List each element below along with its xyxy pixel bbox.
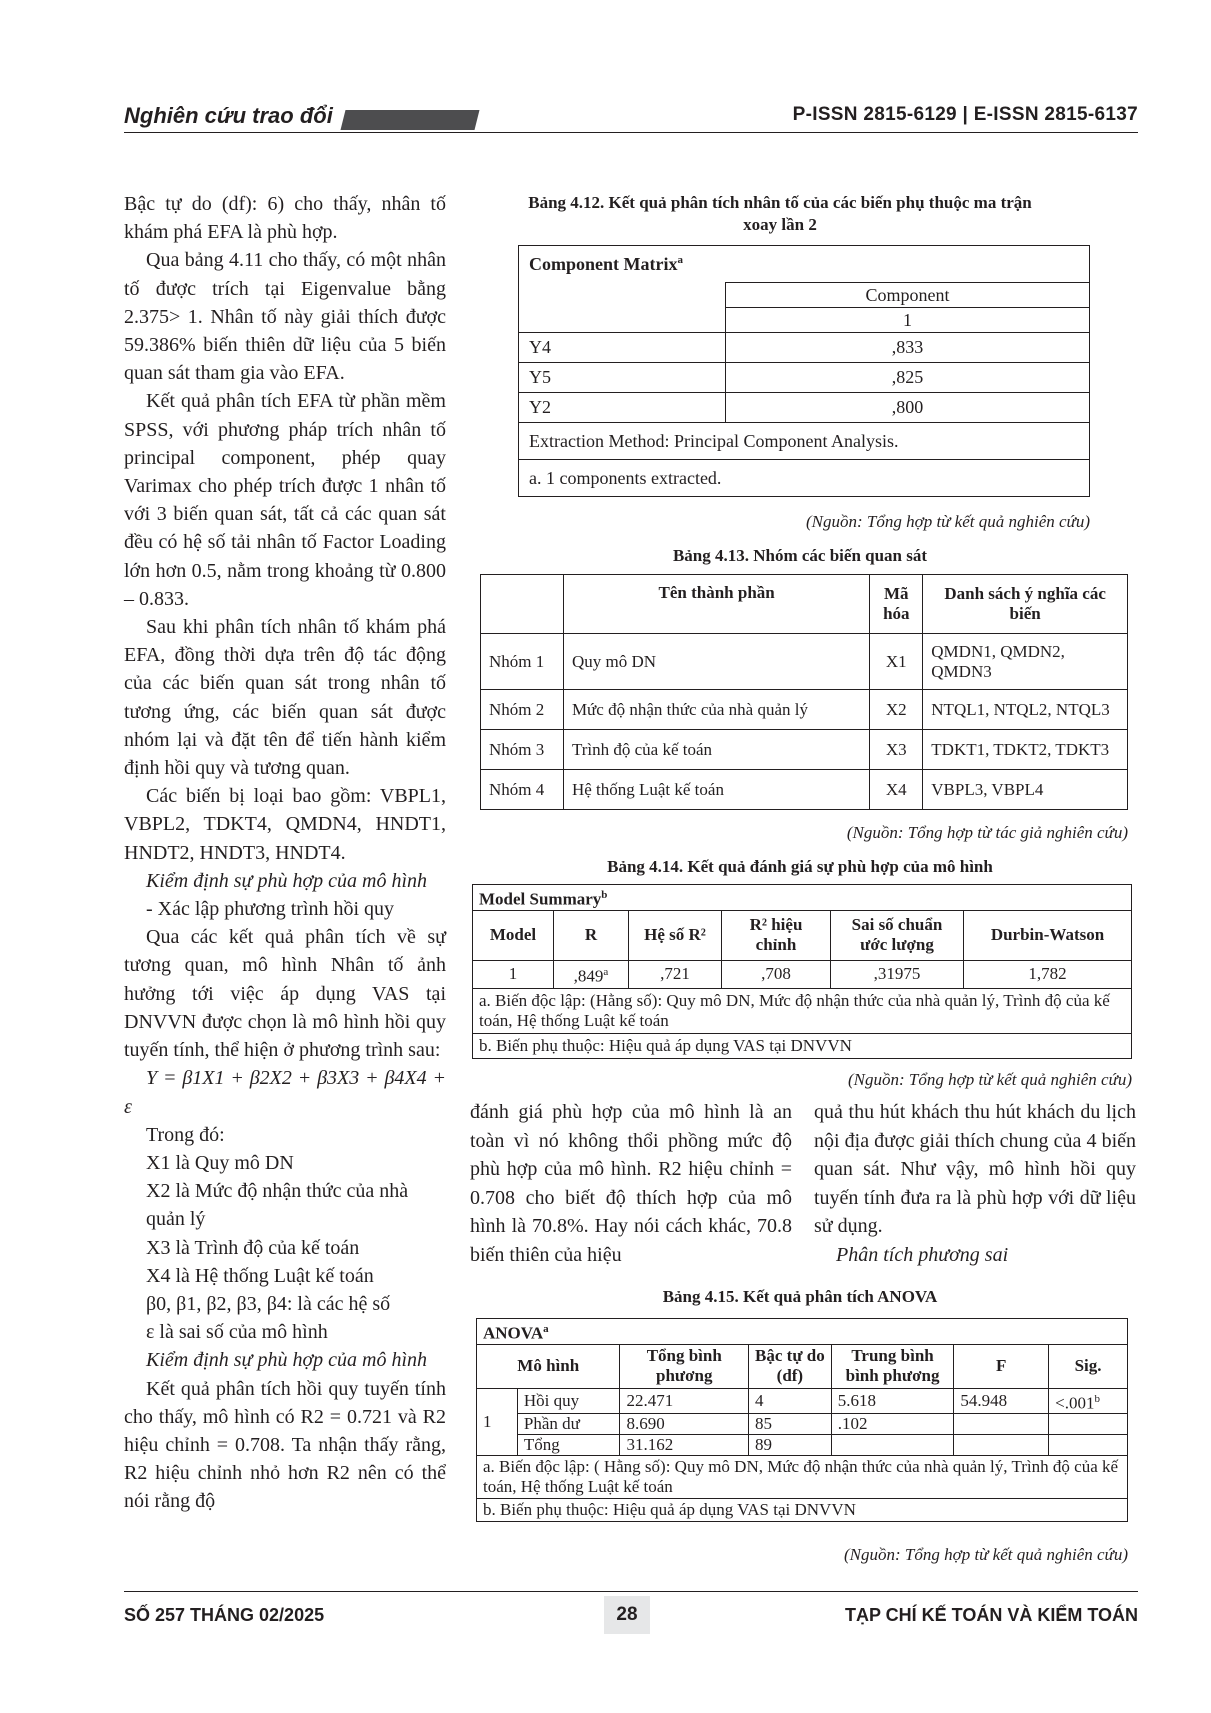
left-column bbox=[124, 190, 446, 1516]
journal-name: TẠP CHÍ KẾ TOÁN VÀ KIỂM TOÁN bbox=[844, 1605, 1138, 1625]
header-rule bbox=[124, 132, 1138, 133]
list-item: X2 là Mức độ nhận thức của nhà quản lý bbox=[146, 1180, 409, 1231]
paragraph: Kết quả phân tích EFA từ phần mềm SPSS, với phương pháp trích nhân tố principal component, phép quay Varimax cho phép trích được 1 nhân tố với 3 biến quan sát, tất cả các quan sát đều có hệ số tải nhân tố Factor Loading lớn hơn 0.5, nằm trong khoảng từ 0.800 – 0.833. bbox=[124, 390, 446, 610]
table-row: Nhóm 3 Trình độ của kế toán X3 TDKT1, TDKT2, TDKT3 bbox=[481, 730, 1128, 770]
table-row: Nhóm 1 Quy mô DN X1 QMDN1, QMDN2, QMDN3 bbox=[481, 634, 1128, 690]
table-row: Nhóm 2 Mức độ nhận thức của nhà quản lý X2 NTQL1, NTQL2, NTQL3 bbox=[481, 690, 1128, 730]
table-4-12 bbox=[518, 245, 1090, 497]
table-4-15: ANOVA$^a$ Mô hình Tổng bình phương Bậc tự do (df) Trung bình bình phương F Sig. 1 Hồi quy 22.471 4 5.618 54.948 <.001$^b$ Phần dư 8.690 85 .102 Tổng 31.162 89 a. Biến độc lập: ( Hằng số): Quy mô DN, Mức độ nhận thức của nhà quản lý, Trình độ của kế toán, Hệ thống Luật kế toán b. Biến phụ thuộc: Hiệu quả áp dụng VAS tại DNVVN bbox=[476, 1318, 1128, 1522]
table-title: Model Summary$^b$ bbox=[473, 885, 1132, 911]
mid-left-paragraph: đánh giá phù hợp của mô hình là an toàn vì nó không thổi phồng mức độ phù hợp của mô hình. R2 hiệu chỉnh = 0.708 cho biết độ thích hợp của mô hình là 70.8%. Hay nói cách khác, 70.8 biến thiên của hiệu bbox=[470, 1101, 792, 1266]
issn: P-ISSN 2815-6129 | E-ISSN 2815-6137 bbox=[792, 104, 1138, 125]
table-row: Nhóm 4 Hệ thống Luật kế toán X4 VBPL3, VBPL4 bbox=[481, 770, 1128, 810]
table-note: a. 1 components extracted. bbox=[519, 460, 1090, 497]
table-row: Y2 ,800 bbox=[519, 393, 1090, 423]
list-item: X1 là Quy mô DN bbox=[146, 1151, 294, 1174]
paragraph: Sau khi phân tích nhân tố khám phá EFA, đồng thời dựa trên độ tác động của các biến quan sát trong nhân tố tương ứng, các biến quan sát được nhóm lại và đặt tên để tiến hành kiểm định hồi quy và tương quan. bbox=[124, 616, 446, 780]
table-note: a. Biến độc lập: ( Hằng số): Quy mô DN, Mức độ nhận thức của nhà quản lý, Trình độ của kế toán, Hệ thống Luật kế toán bbox=[477, 1456, 1128, 1499]
table-title: Component Matrix$^a$ bbox=[519, 246, 1090, 283]
page-number: 28 bbox=[604, 1596, 650, 1634]
table-4-14-source: (Nguồn: Tổng hợp từ kết quả nghiên cứu) bbox=[848, 1070, 1132, 1089]
table-4-13-caption: Bảng 4.13. Nhóm các biến quan sát bbox=[672, 546, 928, 565]
paragraph: Các biến bị loại bao gồm: VBPL1, VBPL2, TDKT4, QMDN4, HNDT1, HNDT2, HNDT3, HNDT4. bbox=[124, 785, 446, 864]
mid-right-column bbox=[814, 1098, 1136, 1269]
table-4-15-source: (Nguồn: Tổng hợp từ kết quả nghiên cứu) bbox=[844, 1545, 1128, 1564]
table-note: Extraction Method: Principal Component Analysis. bbox=[519, 423, 1090, 460]
paragraph: Kết quả phân tích hồi quy tuyến tính cho thấy, mô hình có R2 = 0.721 và R2 hiệu chỉnh = 0.708. Ta nhận thấy rằng, R2 hiệu chỉnh nhỏ hơn R2 nên có thể nói rằng độ bbox=[124, 1377, 446, 1513]
subheading: Kiểm định sự phù hợp của mô hình bbox=[146, 1349, 428, 1372]
table-4-13: Tên thành phần Mã hóa Danh sách ý nghĩa các biến Nhóm 1 Quy mô DN X1 QMDN1, QMDN2, QMDN3 Nhóm 2 Mức độ nhận thức của nhà quản lý X2 NTQL1, NTQL2, NTQL3 Nhóm 3 Trình độ của kế toán X3 TDKT1, TDKT2, TDKT3 Nhóm 4 Hệ thống Luật kế toán X4 VBPL3, VBPL4 bbox=[480, 574, 1128, 810]
table-4-14: Model Summary$^b$ Model R Hệ số R² R² hiệu chỉnh Sai số chuẩn ước lượng Durbin-Watson 1 ,849$^a$ ,721 ,708 ,31975 1,782 a. Biến độc lập: (Hằng số): Quy mô DN, Mức độ nhận thức của nhà quản lý, Trình độ của kế toán, Hệ thống Luật kế toán b. Biến phụ thuộc: Hiệu quả áp dụng VAS tại DNVVN bbox=[472, 884, 1132, 1059]
footer-rule bbox=[124, 1591, 1138, 1592]
subheading: Kiểm định sự phù hợp của mô hình bbox=[146, 869, 428, 892]
table-row: Tổng 31.162 89 bbox=[477, 1435, 1128, 1456]
table-row: Phần dư 8.690 85 .102 bbox=[477, 1414, 1128, 1435]
table-4-13-source: (Nguồn: Tổng hợp từ tác giả nghiên cứu) bbox=[846, 823, 1128, 842]
section-title: Nghiên cứu trao đổi bbox=[124, 103, 333, 128]
table-note: b. Biến phụ thuộc: Hiệu quả áp dụng VAS tại DNVVN bbox=[473, 1033, 1132, 1058]
table-row: 1 Hồi quy 22.471 4 5.618 54.948 <.001$^b$ bbox=[477, 1388, 1128, 1414]
list-item: β0, β1, β2, β3, β4: là các hệ số bbox=[146, 1292, 391, 1315]
table-row: Y4 ,833 bbox=[519, 333, 1090, 363]
subheading: Phân tích phương sai bbox=[836, 1243, 1009, 1266]
table-4-14-caption: Bảng 4.14. Kết quả đánh giá sự phù hợp của mô hình bbox=[607, 857, 993, 876]
table-note: b. Biến phụ thuộc: Hiệu quả áp dụng VAS tại DNVVN bbox=[477, 1499, 1128, 1522]
table-note: a. Biến độc lập: (Hằng số): Quy mô DN, Mức độ nhận thức của nhà quản lý, Trình độ của kế toán, Hệ thống Luật kế toán bbox=[473, 988, 1132, 1033]
list-item: X4 là Hệ thống Luật kế toán bbox=[146, 1264, 374, 1287]
table-row: Y5 ,825 bbox=[519, 363, 1090, 393]
list-item: Trong đó: bbox=[146, 1123, 225, 1146]
header-bar-decoration bbox=[341, 110, 480, 130]
paragraph: Qua các kết quả phân tích về sự tương quan, mô hình Nhân tố ảnh hưởng tới việc áp dụng VAS tại DNVVN được chọn là mô hình hồi quy tuyến tính, thể hiện ở phương trình sau: bbox=[124, 926, 446, 1062]
list-item: X3 là Trình độ của kế toán bbox=[146, 1236, 360, 1259]
table-4-12-source: (Nguồn: Tổng hợp từ kết quả nghiên cứu) bbox=[806, 512, 1090, 531]
table-row: 1 ,849$^a$ ,721 ,708 ,31975 1,782 bbox=[473, 960, 1132, 988]
column-header: Component bbox=[726, 283, 1090, 308]
paragraph: - Xác lập phương trình hồi quy bbox=[146, 898, 395, 921]
list-item: ε là sai số của mô hình bbox=[146, 1321, 328, 1344]
table-4-12-caption: Bảng 4.12. Kết quả phân tích nhân tố của các biến phụ thuộc ma trận xoay lần 2 bbox=[528, 193, 1032, 234]
paragraph: quả thu hút khách thu hút khách du lịch nội địa được giải thích chung của 4 biến quan sát. Như vậy, mô hình hồi quy tuyến tính đưa ra là phù hợp với dữ liệu sử dụng. bbox=[814, 1101, 1136, 1237]
table-4-15-caption: Bảng 4.15. Kết quả phân tích ANOVA bbox=[662, 1287, 938, 1306]
paragraph: Bậc tự do (df): 6) cho thấy, nhân tố khám phá EFA là phù hợp. bbox=[124, 193, 446, 244]
issue-number: SỐ 257 THÁNG 02/2025 bbox=[124, 1605, 325, 1625]
regression-equation: Y = β1X1 + β2X2 + β3X3 + β4X4 + ε bbox=[124, 1067, 446, 1118]
paragraph: Qua bảng 4.11 cho thấy, có một nhân tố được trích tại Eigenvalue bằng 2.375> 1. Nhân tố này giải thích được 59.386% biến thiên dữ liệu của 5 biến quan sát tham gia vào EFA. bbox=[124, 249, 446, 385]
table-title: ANOVA$^a$ bbox=[477, 1319, 1128, 1345]
column-number: 1 bbox=[726, 308, 1090, 333]
